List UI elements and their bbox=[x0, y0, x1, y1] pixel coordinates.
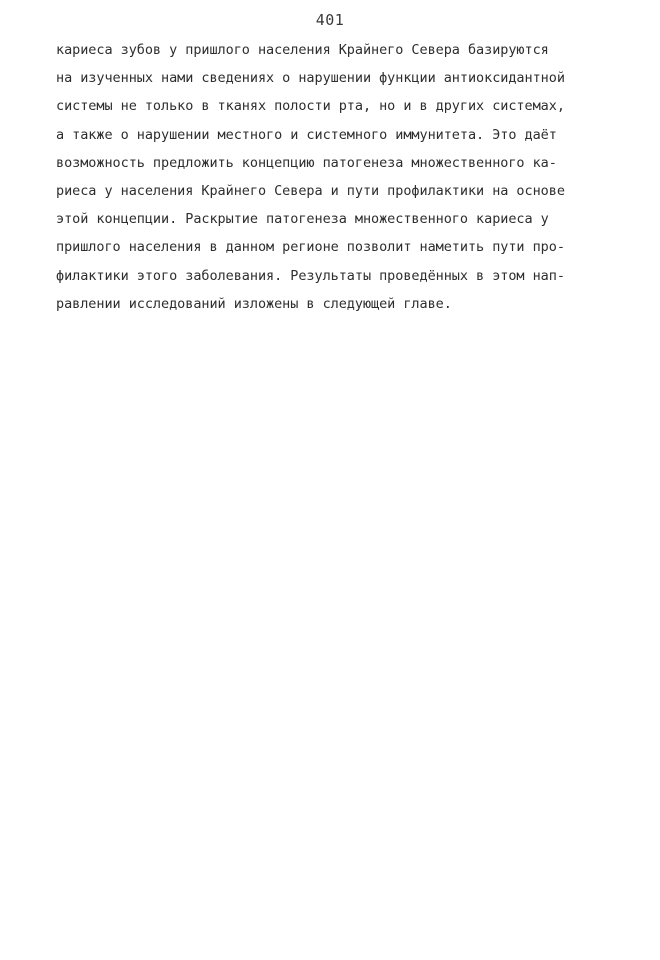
text-line: системы не только в тканях полости рта, но и в других системах, bbox=[56, 98, 565, 115]
text-line: возможность предложить концепцию патогенеза множественного ка- bbox=[56, 154, 557, 171]
text-line: филактики этого заболевания. Результаты проведённых в этом нап- bbox=[56, 267, 565, 284]
text-line: на изученных нами сведениях о нарушении функции антиоксидантной bbox=[56, 70, 565, 87]
page-number: 401 bbox=[315, 11, 345, 29]
text-line: этой концепции. Раскрытие патогенеза множественного кариеса у bbox=[56, 211, 549, 228]
text-line: риеса у населения Крайнего Севера и пути профилактики на основе bbox=[56, 182, 565, 199]
text-line: кариеса зубов у пришлого населения Крайнего Севера базируются bbox=[56, 42, 549, 58]
text-line: а также о нарушении местного и системного иммунитета. Это даёт bbox=[56, 126, 557, 143]
text-line: равлении исследований изложены в следующей главе. bbox=[56, 295, 452, 312]
body-paragraph bbox=[56, 36, 614, 318]
text-line: пришлого населения в данном регионе позволит наметить пути про- bbox=[56, 239, 565, 256]
